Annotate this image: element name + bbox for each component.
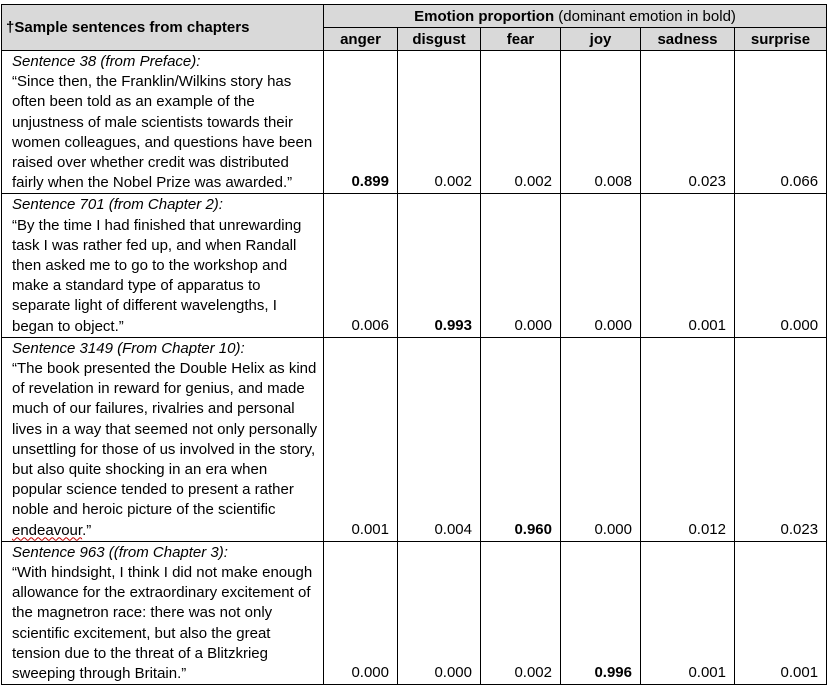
- sentence-text: “With hindsight, I think I did not make enough allowance for the extraordinary excitement of the magnetron race: there was not only scientific excitement, but also the great tension due to the threat of a Blitzkrieg sweeping through Britain.”: [12, 564, 313, 683]
- value-fear: 0.960: [481, 337, 561, 541]
- value-disgust: 0.000: [398, 541, 481, 684]
- value-sadness: 0.001: [641, 541, 735, 684]
- sentence-text: “By the time I had finished that unrewarding task I was rather fed up, and when Randall then asked me to go to the workshop and make a standard type of apparatus to separate light of different wavelengths, I began to object.”: [12, 216, 302, 335]
- value-joy: 0.008: [561, 51, 641, 194]
- column-header-surprise: surprise: [735, 28, 827, 51]
- emotion-group-header: [324, 5, 827, 28]
- value-surprise: 0.066: [735, 51, 827, 194]
- column-header-joy: joy: [561, 28, 641, 51]
- value-surprise: 0.000: [735, 194, 827, 337]
- value-sadness: 0.012: [641, 337, 735, 541]
- sentence-cell: [2, 541, 324, 684]
- table-row: [2, 337, 827, 541]
- sentence-text: “Since then, the Franklin/Wilkins story has often been told as an example of the unjustness of male scientists towards their women colleagues, and questions have been raised over whether credit was distributed fairly when the Nobel Prize was awarded.”: [12, 73, 313, 192]
- sentence-label: Sentence 963 ((from Chapter 3):: [12, 543, 228, 561]
- sentence-text-end: .”: [82, 521, 92, 539]
- table-row: [2, 51, 827, 194]
- value-fear: 0.002: [481, 51, 561, 194]
- sentence-text: [12, 359, 319, 541]
- table-row: [2, 194, 827, 337]
- sentence-cell: [2, 194, 324, 337]
- value-fear: 0.000: [481, 194, 561, 337]
- value-anger: 0.006: [324, 194, 398, 337]
- value-disgust: 0.004: [398, 337, 481, 541]
- sentence-text-main: “The book presented the Double Helix as kind of revelation in reward for genius, and made much of our failures, rivalries and personal lives in a way that seemed not only personally unsettling for those of us involved in the story, but also quite shocking in an era when popular science tended to present a rather noble and heroic picture of the scientific: [12, 360, 318, 519]
- value-sadness: 0.001: [641, 194, 735, 337]
- value-anger: 0.899: [324, 51, 398, 194]
- emotion-group-title: Emotion proportion: [414, 7, 555, 25]
- value-joy: 0.000: [561, 194, 641, 337]
- table-row: [2, 541, 827, 684]
- sentence-label: Sentence 3149 (From Chapter 10):: [12, 339, 245, 357]
- column-header-disgust: disgust: [398, 28, 481, 51]
- sentence-label: Sentence 701 (from Chapter 2):: [12, 196, 223, 214]
- emotion-table: [1, 4, 827, 685]
- sentence-cell: [2, 51, 324, 194]
- sentences-column-header: †Sample sentences from chapters: [2, 5, 324, 51]
- value-joy: 0.000: [561, 337, 641, 541]
- value-disgust: 0.993: [398, 194, 481, 337]
- value-fear: 0.002: [481, 541, 561, 684]
- value-sadness: 0.023: [641, 51, 735, 194]
- sentence-label: Sentence 38 (from Preface):: [12, 53, 201, 70]
- column-header-fear: fear: [481, 28, 561, 51]
- value-disgust: 0.002: [398, 51, 481, 194]
- value-joy: 0.996: [561, 541, 641, 684]
- value-surprise: 0.001: [735, 541, 827, 684]
- value-anger: 0.000: [324, 541, 398, 684]
- emotion-group-note: (dominant emotion in bold): [554, 7, 736, 25]
- column-header-anger: anger: [324, 28, 398, 51]
- value-surprise: 0.023: [735, 337, 827, 541]
- column-header-sadness: sadness: [641, 28, 735, 51]
- sentence-cell: [2, 337, 324, 541]
- spellcheck-flagged-word[interactable]: endeavour: [12, 521, 83, 539]
- value-anger: 0.001: [324, 337, 398, 541]
